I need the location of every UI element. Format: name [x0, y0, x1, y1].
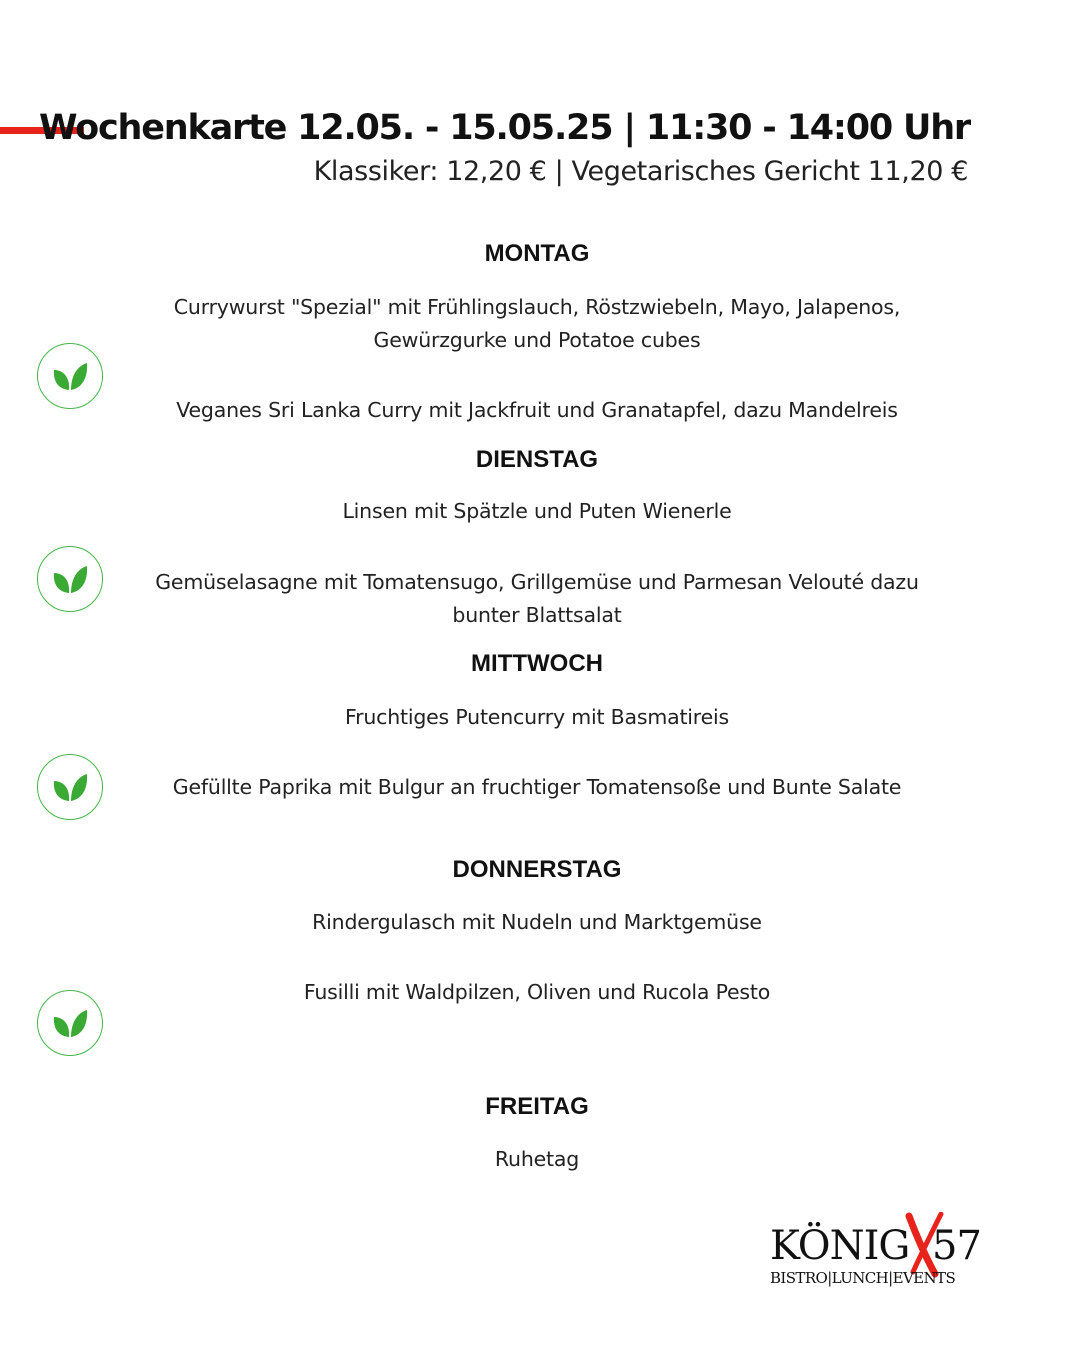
logo-name: KÖNIG: [770, 1223, 910, 1269]
day-heading-friday: FREITAG: [485, 1093, 589, 1120]
dish-veg-monday: Veganes Sri Lanka Curry mit Jackfruit und Granatapfel, dazu Mandelreis: [176, 398, 898, 422]
dish-classic-thursday: Rindergulasch mit Nudeln und Marktgemüse: [312, 910, 762, 934]
price-info: Klassiker: 12,20 € | Vegetarisches Gericht 11,20 €: [313, 156, 968, 187]
dish-friday: Ruhetag: [494, 1147, 580, 1171]
logo: [770, 1212, 981, 1292]
dish-classic-monday: Currywurst "Spezial" mit Frühlingslauch, Röstzwiebeln, Mayo, Jalapenos, Gewürzgurke und Potatoe cubes: [173, 295, 901, 352]
day-heading-wednesday: MITTWOCH: [471, 650, 603, 677]
vegetarian-leaf-icon: [37, 343, 103, 409]
dish-classic-wednesday: Fruchtiges Putencurry mit Basmatireis: [345, 705, 729, 729]
logo-wordmark: [770, 1223, 981, 1269]
vegetarian-leaf-icon: [37, 546, 103, 612]
dish-classic-tuesday: Linsen mit Spätzle und Puten Wienerle: [342, 499, 732, 523]
vegetarian-leaf-icon: [37, 990, 103, 1056]
logo-number: 57: [932, 1223, 981, 1269]
logo-tagline: BISTRO|LUNCH|EVENTS: [770, 1269, 956, 1287]
dish-veg-wednesday: Gefüllte Paprika mit Bulgur an fruchtiger Tomatensoße und Bunte Salate: [172, 775, 902, 799]
day-heading-monday: MONTAG: [484, 240, 590, 267]
dish-veg-thursday: Fusilli mit Waldpilzen, Oliven und Rucola Pesto: [303, 980, 771, 1004]
dish-veg-tuesday: Gemüselasagne mit Tomatensugo, Grillgemüse und Parmesan Velouté dazu bunter Blattsalat: [155, 570, 919, 627]
page-title: Wochenkarte 12.05. - 15.05.25 | 11:30 - 14:00 Uhr: [39, 108, 970, 148]
vegetarian-leaf-icon: [37, 754, 103, 820]
day-heading-tuesday: DIENSTAG: [475, 446, 599, 473]
day-heading-thursday: DONNERSTAG: [452, 856, 622, 883]
